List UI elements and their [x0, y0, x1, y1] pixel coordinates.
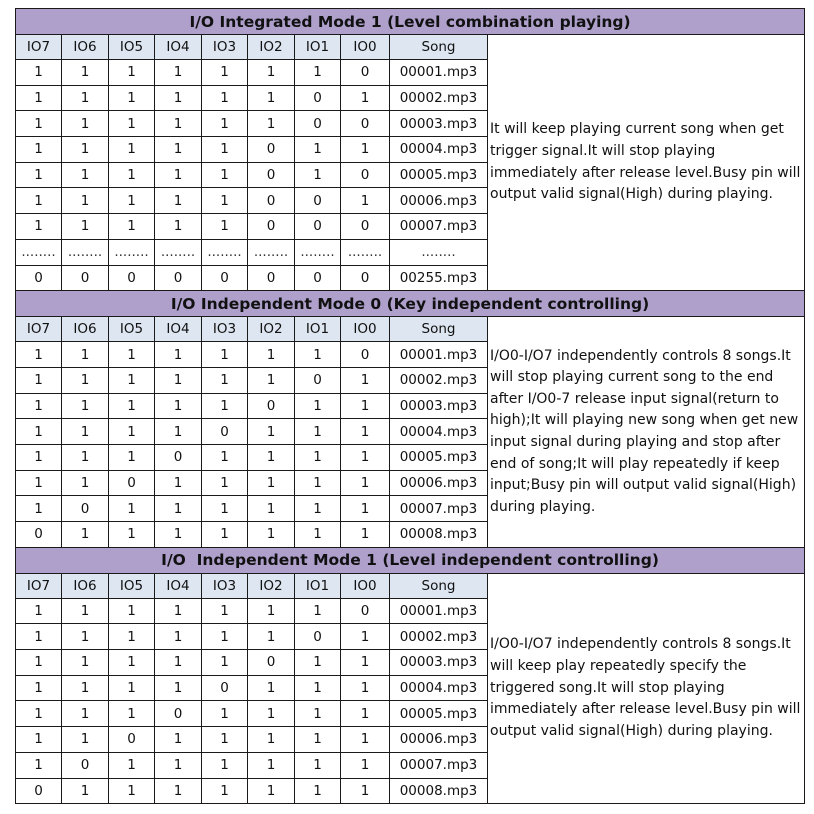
cell-io0: 1 [341, 522, 390, 548]
cell-io0: 1 [341, 419, 390, 445]
cell-io1: 0 [295, 367, 341, 393]
cell-io2: 1 [248, 444, 295, 470]
cell-io4: 1 [155, 650, 202, 676]
cell-song: 00005.mp3 [390, 444, 488, 470]
cell-io3: 1 [202, 470, 248, 496]
section-title-text: I/O Independent Mode 1 (Level independent controlling) [161, 551, 659, 570]
cell-io7: 1 [16, 598, 62, 624]
cell-io1: 1 [295, 598, 341, 624]
cell-song: 00007.mp3 [390, 214, 488, 240]
cell-io7: 1 [16, 137, 62, 163]
cell-io5: 0 [109, 265, 155, 291]
cell-io5: 1 [109, 701, 155, 727]
cell-io4: 1 [155, 342, 202, 368]
cell-io3: 1 [202, 342, 248, 368]
cell-io1: 0 [295, 624, 341, 650]
section-title-row [16, 547, 805, 573]
cell-io5: 1 [109, 393, 155, 419]
cell-io6: 1 [62, 60, 109, 86]
cell-io0: 0 [341, 342, 390, 368]
cell-io3: 1 [202, 778, 248, 804]
cell-io4: 0 [155, 701, 202, 727]
cell-io4: 1 [155, 598, 202, 624]
column-header-io6: IO6 [62, 317, 109, 342]
io-mode-table [15, 8, 805, 804]
cell-io1: 0 [295, 265, 341, 291]
cell-io6: 1 [62, 778, 109, 804]
column-header-io3: IO3 [202, 317, 248, 342]
cell-io6: 1 [62, 470, 109, 496]
cell-io4: 1 [155, 752, 202, 778]
cell-io7: ........ [16, 239, 62, 265]
cell-io5: 1 [109, 137, 155, 163]
cell-io6: 1 [62, 85, 109, 111]
cell-io5: 1 [109, 675, 155, 701]
cell-io3: 1 [202, 162, 248, 188]
section-title [16, 291, 805, 317]
cell-song: 00001.mp3 [390, 598, 488, 624]
cell-io5: 1 [109, 162, 155, 188]
cell-io7: 1 [16, 624, 62, 650]
cell-io2: 1 [248, 111, 295, 137]
cell-io6: 1 [62, 650, 109, 676]
mode-description: I/O0-I/O7 independently controls 8 songs.It will stop playing current song to the end after I/O0-7 release input signal(return to high);It will playing new song when get new input signal during playing and stop after end of song;It will play repeatedly if keep input;Busy pin will output valid signal(High) during playing. [488, 317, 805, 548]
column-header-io5: IO5 [109, 317, 155, 342]
cell-io4: 1 [155, 214, 202, 240]
cell-io4: 1 [155, 367, 202, 393]
cell-io5: 1 [109, 60, 155, 86]
cell-io1: 1 [295, 650, 341, 676]
cell-io7: 1 [16, 444, 62, 470]
cell-io3: 1 [202, 496, 248, 522]
cell-io2: 1 [248, 342, 295, 368]
cell-io0: 1 [341, 624, 390, 650]
column-header-io4: IO4 [155, 35, 202, 60]
cell-io2: 1 [248, 522, 295, 548]
cell-io0: 1 [341, 137, 390, 163]
cell-io0: 1 [341, 188, 390, 214]
cell-io2: 1 [248, 85, 295, 111]
cell-io7: 0 [16, 522, 62, 548]
cell-io0: 0 [341, 214, 390, 240]
cell-io0: 1 [341, 675, 390, 701]
cell-io6: 1 [62, 522, 109, 548]
cell-io6: 1 [62, 598, 109, 624]
cell-io5: 1 [109, 624, 155, 650]
cell-io7: 0 [16, 265, 62, 291]
cell-io1: 0 [295, 111, 341, 137]
cell-io3: 1 [202, 367, 248, 393]
cell-io6: 1 [62, 111, 109, 137]
cell-io4: 1 [155, 419, 202, 445]
cell-io2: 1 [248, 752, 295, 778]
cell-io3: 1 [202, 752, 248, 778]
cell-io7: 1 [16, 342, 62, 368]
cell-io3: 1 [202, 598, 248, 624]
cell-io6: 1 [62, 419, 109, 445]
cell-io7: 0 [16, 778, 62, 804]
cell-song: 00004.mp3 [390, 419, 488, 445]
cell-io7: 1 [16, 393, 62, 419]
column-header-io2: IO2 [248, 573, 295, 598]
cell-io4: 1 [155, 624, 202, 650]
cell-song: 00008.mp3 [390, 778, 488, 804]
cell-io2: 1 [248, 624, 295, 650]
cell-io5: 1 [109, 496, 155, 522]
cell-io7: 1 [16, 701, 62, 727]
cell-io0: 1 [341, 85, 390, 111]
column-header-io3: IO3 [202, 35, 248, 60]
cell-io1: 1 [295, 496, 341, 522]
column-header-io5: IO5 [109, 35, 155, 60]
cell-song: 00008.mp3 [390, 522, 488, 548]
cell-io3: 1 [202, 188, 248, 214]
section-title-text: I/O Integrated Mode 1 (Level combination playing) [189, 12, 631, 31]
cell-io2: 0 [248, 137, 295, 163]
cell-song: 00004.mp3 [390, 675, 488, 701]
cell-io4: 1 [155, 727, 202, 753]
cell-io4: 1 [155, 137, 202, 163]
cell-io3: 1 [202, 393, 248, 419]
cell-song: 00007.mp3 [390, 496, 488, 522]
cell-io4: 1 [155, 111, 202, 137]
cell-io2: 0 [248, 265, 295, 291]
cell-io7: 1 [16, 752, 62, 778]
cell-io7: 1 [16, 367, 62, 393]
cell-io0: 1 [341, 752, 390, 778]
cell-io1: 0 [295, 85, 341, 111]
column-header-row [16, 573, 805, 598]
cell-song: 00003.mp3 [390, 650, 488, 676]
cell-io0: 1 [341, 650, 390, 676]
cell-io2: 1 [248, 367, 295, 393]
cell-io1: 0 [295, 214, 341, 240]
cell-song: 00255.mp3 [390, 265, 488, 291]
cell-io2: 1 [248, 778, 295, 804]
cell-io6: 1 [62, 342, 109, 368]
column-header-row [16, 35, 805, 60]
cell-io1: 1 [295, 701, 341, 727]
cell-io4: 1 [155, 778, 202, 804]
column-header-io1: IO1 [295, 317, 341, 342]
cell-io5: 1 [109, 342, 155, 368]
cell-io1: 1 [295, 470, 341, 496]
cell-io5: 1 [109, 778, 155, 804]
cell-io1: 1 [295, 522, 341, 548]
cell-io2: 1 [248, 470, 295, 496]
cell-song: 00001.mp3 [390, 60, 488, 86]
cell-io2: 1 [248, 701, 295, 727]
cell-io7: 1 [16, 214, 62, 240]
cell-io6: 0 [62, 496, 109, 522]
column-header-io7: IO7 [16, 35, 62, 60]
cell-io5: 1 [109, 214, 155, 240]
cell-io5: 1 [109, 419, 155, 445]
column-header-song: Song [390, 317, 488, 342]
cell-io7: 1 [16, 188, 62, 214]
cell-io3: 0 [202, 675, 248, 701]
cell-song: 00007.mp3 [390, 752, 488, 778]
section-title [16, 547, 805, 573]
cell-io3: 1 [202, 214, 248, 240]
cell-io4: ........ [155, 239, 202, 265]
cell-io7: 1 [16, 727, 62, 753]
cell-io6: 1 [62, 444, 109, 470]
cell-io5: 1 [109, 522, 155, 548]
cell-io0: 1 [341, 778, 390, 804]
cell-io4: 1 [155, 60, 202, 86]
cell-io2: ........ [248, 239, 295, 265]
cell-io4: 1 [155, 496, 202, 522]
cell-io2: 1 [248, 727, 295, 753]
cell-song: 00002.mp3 [390, 624, 488, 650]
cell-io5: 1 [109, 111, 155, 137]
cell-io2: 1 [248, 60, 295, 86]
cell-song: 00006.mp3 [390, 188, 488, 214]
cell-io0: 1 [341, 470, 390, 496]
cell-io6: 0 [62, 265, 109, 291]
cell-io0: 1 [341, 393, 390, 419]
cell-io2: 1 [248, 598, 295, 624]
cell-io2: 1 [248, 496, 295, 522]
cell-io7: 1 [16, 419, 62, 445]
cell-io3: 0 [202, 265, 248, 291]
cell-io3: 1 [202, 111, 248, 137]
cell-song: 00006.mp3 [390, 470, 488, 496]
cell-io7: 1 [16, 111, 62, 137]
cell-io2: 0 [248, 162, 295, 188]
cell-io5: 1 [109, 188, 155, 214]
cell-io7: 1 [16, 675, 62, 701]
cell-io0: 0 [341, 60, 390, 86]
section-title-row [16, 9, 805, 35]
cell-io1: 1 [295, 162, 341, 188]
column-header-io1: IO1 [295, 35, 341, 60]
column-header-io3: IO3 [202, 573, 248, 598]
cell-io6: 0 [62, 752, 109, 778]
column-header-io6: IO6 [62, 35, 109, 60]
cell-song: 00001.mp3 [390, 342, 488, 368]
column-header-io0: IO0 [341, 317, 390, 342]
cell-io7: 1 [16, 650, 62, 676]
mode-description: I/O0-I/O7 independently controls 8 songs.It will keep play repeatedly specify the triggered song.It will stop playing immediately after release level.Busy pin will output valid signal(High) during playing. [488, 573, 805, 804]
cell-io3: ........ [202, 239, 248, 265]
cell-song: 00002.mp3 [390, 367, 488, 393]
cell-io5: 1 [109, 444, 155, 470]
cell-song: 00005.mp3 [390, 701, 488, 727]
cell-io2: 0 [248, 650, 295, 676]
cell-io1: 1 [295, 444, 341, 470]
cell-io6: 1 [62, 624, 109, 650]
cell-io3: 1 [202, 624, 248, 650]
section-title-row [16, 291, 805, 317]
cell-io3: 1 [202, 522, 248, 548]
section-title-text: I/O Independent Mode 0 (Key independent controlling) [170, 294, 650, 313]
cell-io0: 1 [341, 367, 390, 393]
cell-io1: 1 [295, 137, 341, 163]
column-header-io4: IO4 [155, 573, 202, 598]
table-body [16, 9, 805, 804]
cell-io3: 1 [202, 650, 248, 676]
column-header-io2: IO2 [248, 35, 295, 60]
cell-io0: 0 [341, 265, 390, 291]
cell-song: 00002.mp3 [390, 85, 488, 111]
column-header-io6: IO6 [62, 573, 109, 598]
section-title [16, 9, 805, 35]
cell-io0: 1 [341, 727, 390, 753]
cell-io3: 1 [202, 444, 248, 470]
column-header-song: Song [390, 35, 488, 60]
cell-song: 00003.mp3 [390, 111, 488, 137]
cell-io4: 1 [155, 85, 202, 111]
cell-io2: 1 [248, 675, 295, 701]
cell-io6: 1 [62, 367, 109, 393]
cell-io3: 1 [202, 727, 248, 753]
cell-song: ........ [390, 239, 488, 265]
cell-io1: 1 [295, 342, 341, 368]
cell-io6: 1 [62, 393, 109, 419]
cell-io6: ........ [62, 239, 109, 265]
cell-io0: 0 [341, 162, 390, 188]
cell-io4: 1 [155, 522, 202, 548]
cell-io5: ........ [109, 239, 155, 265]
cell-io2: 0 [248, 188, 295, 214]
cell-io6: 1 [62, 162, 109, 188]
column-header-song: Song [390, 573, 488, 598]
cell-io7: 1 [16, 60, 62, 86]
cell-io3: 1 [202, 85, 248, 111]
cell-io0: ........ [341, 239, 390, 265]
column-header-io0: IO0 [341, 573, 390, 598]
cell-io5: 1 [109, 752, 155, 778]
cell-io7: 1 [16, 470, 62, 496]
cell-io0: 1 [341, 701, 390, 727]
cell-io2: 0 [248, 214, 295, 240]
column-header-io4: IO4 [155, 317, 202, 342]
cell-io3: 1 [202, 60, 248, 86]
cell-io5: 1 [109, 85, 155, 111]
column-header-io0: IO0 [341, 35, 390, 60]
cell-io3: 0 [202, 419, 248, 445]
mode-description: It will keep playing current song when get trigger signal.It will stop playing immediately after release level.Busy pin will output valid signal(High) during playing. [488, 35, 805, 291]
cell-io1: 1 [295, 419, 341, 445]
cell-io0: 1 [341, 444, 390, 470]
cell-io5: 0 [109, 727, 155, 753]
cell-io1: 0 [295, 188, 341, 214]
cell-io7: 1 [16, 496, 62, 522]
column-header-io5: IO5 [109, 573, 155, 598]
cell-io4: 0 [155, 265, 202, 291]
cell-io6: 1 [62, 137, 109, 163]
cell-io4: 1 [155, 162, 202, 188]
cell-io6: 1 [62, 701, 109, 727]
cell-io6: 1 [62, 214, 109, 240]
cell-io0: 0 [341, 111, 390, 137]
cell-io1: 1 [295, 675, 341, 701]
cell-io2: 0 [248, 393, 295, 419]
cell-io4: 0 [155, 444, 202, 470]
cell-io1: 1 [295, 727, 341, 753]
column-header-io1: IO1 [295, 573, 341, 598]
cell-io5: 0 [109, 470, 155, 496]
cell-io5: 1 [109, 598, 155, 624]
column-header-io7: IO7 [16, 317, 62, 342]
cell-io4: 1 [155, 188, 202, 214]
cell-io0: 0 [341, 598, 390, 624]
cell-io7: 1 [16, 85, 62, 111]
cell-io6: 1 [62, 727, 109, 753]
cell-io7: 1 [16, 162, 62, 188]
cell-io5: 1 [109, 367, 155, 393]
cell-io0: 1 [341, 496, 390, 522]
column-header-io7: IO7 [16, 573, 62, 598]
cell-io4: 1 [155, 675, 202, 701]
cell-io6: 1 [62, 675, 109, 701]
column-header-io2: IO2 [248, 317, 295, 342]
cell-io1: 1 [295, 778, 341, 804]
cell-song: 00004.mp3 [390, 137, 488, 163]
cell-io4: 1 [155, 393, 202, 419]
cell-io1: ........ [295, 239, 341, 265]
cell-io6: 1 [62, 188, 109, 214]
cell-io1: 1 [295, 393, 341, 419]
cell-io2: 1 [248, 419, 295, 445]
cell-song: 00003.mp3 [390, 393, 488, 419]
column-header-row [16, 317, 805, 342]
cell-io3: 1 [202, 701, 248, 727]
cell-io4: 1 [155, 470, 202, 496]
cell-io1: 1 [295, 60, 341, 86]
cell-io1: 1 [295, 752, 341, 778]
cell-io3: 1 [202, 137, 248, 163]
cell-io5: 1 [109, 650, 155, 676]
cell-song: 00005.mp3 [390, 162, 488, 188]
cell-song: 00006.mp3 [390, 727, 488, 753]
